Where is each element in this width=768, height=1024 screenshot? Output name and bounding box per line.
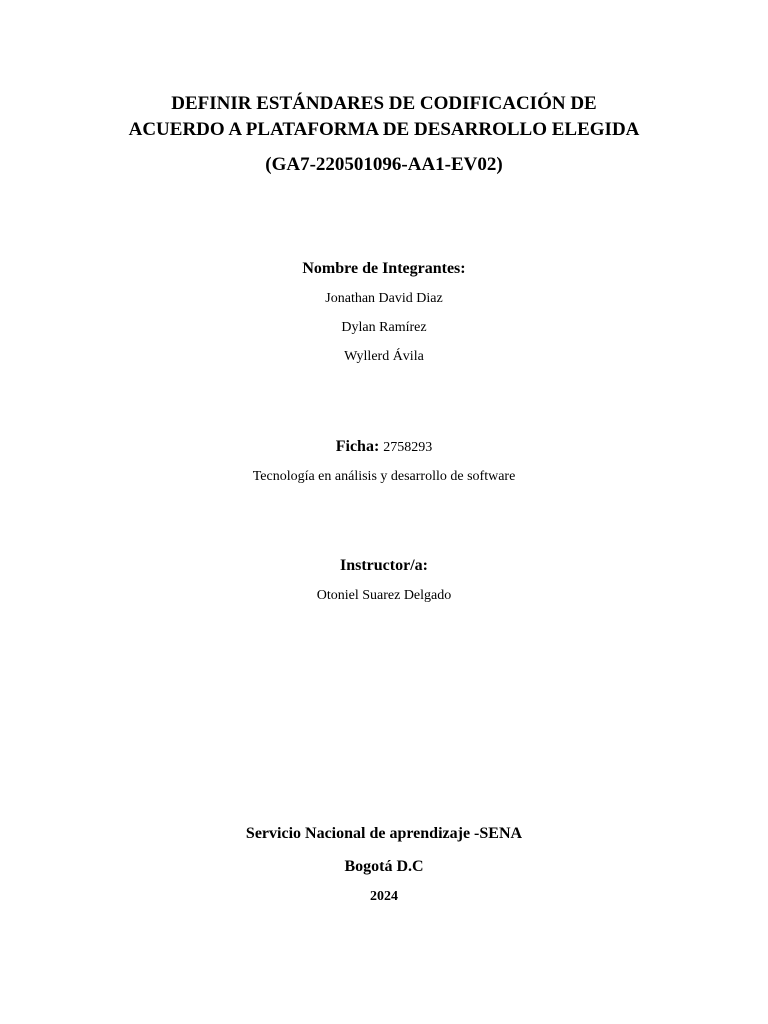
member-name: Wyllerd Ávila [344,349,424,364]
ficha-number: 2758293 [383,440,433,455]
year-text: 2024 [370,889,398,904]
institution-name: Servicio Nacional de aprendizaje -SENA [245,825,523,842]
instructor-heading: Instructor/a: [340,557,428,574]
ficha-label: Ficha: [335,438,380,455]
program-name: Tecnología en análisis y desarrollo de software [252,469,516,484]
city-name: Bogotá D.C [344,858,424,875]
members-heading: Nombre de Integrantes: [302,260,466,277]
member-name: Jonathan David Diaz [325,291,443,306]
document-title-line-1: DEFINIR ESTÁNDARES DE CODIFICACIÓN DE [171,93,597,114]
member-name: Dylan Ramírez [341,320,427,335]
instructor-name: Otoniel Suarez Delgado [316,588,452,603]
ficha-line [0,439,768,455]
document-title-line-2: ACUERDO A PLATAFORMA DE DESARROLLO ELEGIDA [128,119,640,140]
document-code: (GA7-220501096-AA1-EV02) [265,154,503,175]
